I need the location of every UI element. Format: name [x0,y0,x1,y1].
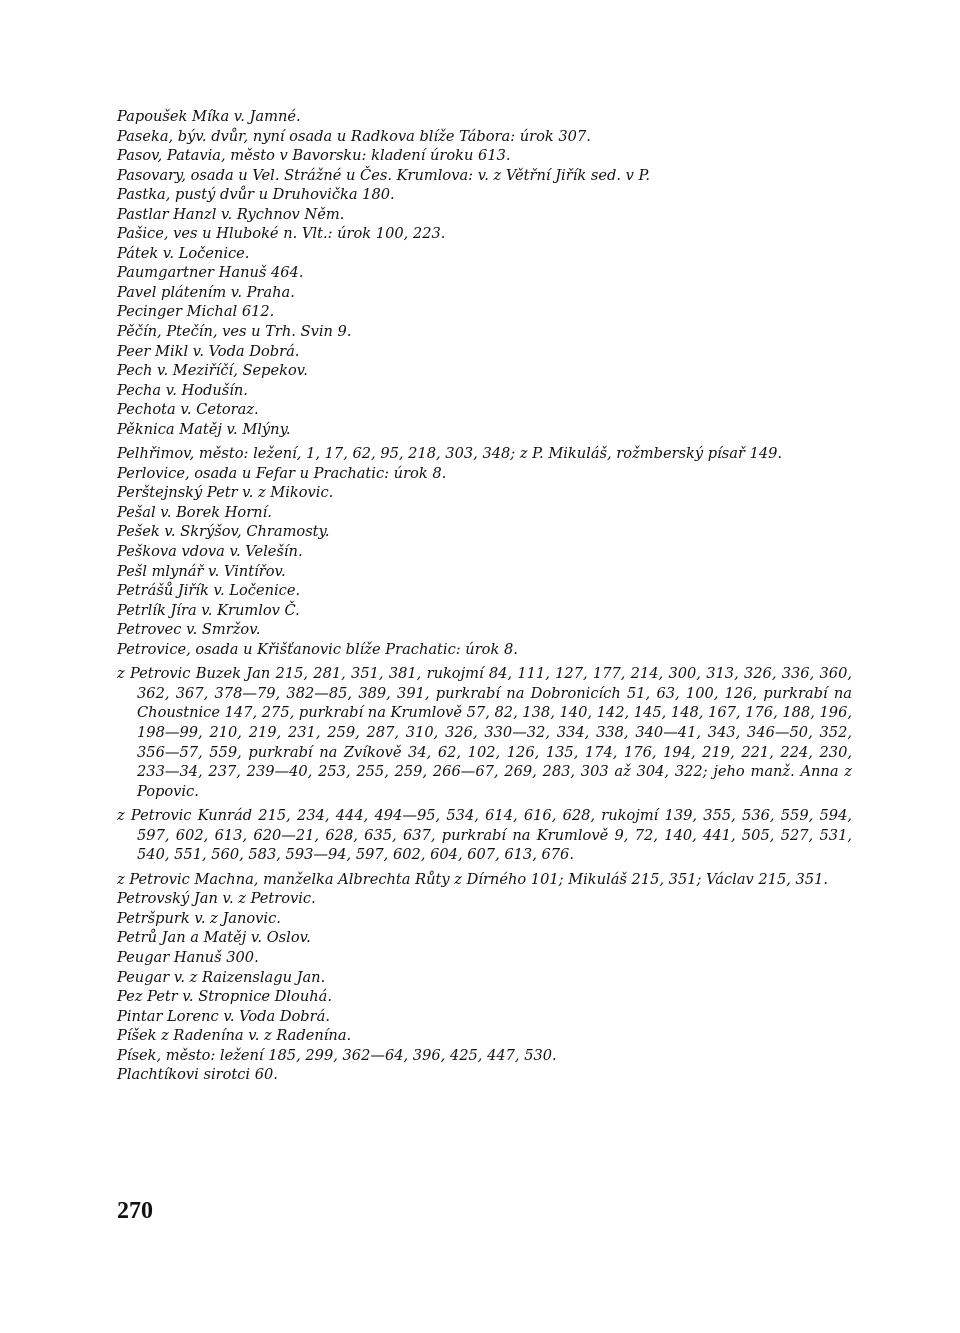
index-entry: Petrovice, osada u Křišťanovic blíže Prachatic: úrok 8. [117,640,518,658]
index-entry: Pechota v. Cetoraz. [117,401,259,419]
page-number: 270 [117,1198,153,1224]
index-entry: Pez Petr v. Stropnice Dlouhá. [117,988,332,1006]
index-entry: Pelhřimov, město: ležení, 1, 17, 62, 95, 218, 303, 348; z P. Mikuláš, rožmberský písař 149. [117,445,783,463]
index-entry: Plachtíkovi sirotci 60. [117,1066,278,1084]
index-entry: Pešl mlynář v. Vintířov. [117,562,286,580]
index-entry: Pešek v. Skrýšov, Chramosty. [117,523,330,541]
index-entry: Papoušek Míka v. Jamné. [117,108,301,125]
index-entry: Pátek v. Ločenice. [117,244,250,262]
index-entry: Peer Mikl v. Voda Dobrá. [117,342,300,360]
index-entry: Pastlar Hanzl v. Rychnov Něm. [117,205,345,223]
index-entry: Pešal v. Borek Horní. [117,503,272,521]
index-entry: Petršpurk v. z Janovic. [117,909,281,927]
index-entry: Pašice, ves u Hluboké n. Vlt.: úrok 100, 223. [117,225,446,243]
index-entry: Pěčín, Ptečín, ves u Trh. Svin 9. [117,323,352,341]
index-entry: z Petrovic Buzek Jan 215, 281, 351, 381, rukojmí 84, 111, 127, 177, 214, 300, 313, 326, 336, 360, 362, 367, 378—79, 382—85, 389, 391, purkrabí na Dobronicích 51, 63, 100, 126, purkrabí na Choustnice 147, 275, purkrabí na Krumlově 57, 82, 138, 140, 142, 145, 148, 167, 176, 188, 196, 198—99, 210, 219, 231, 259, 287, 310, 326, 330—32, 334, 338, 340—41, 343, 346—50, 352, 356—57, 559, purkrabí na Zvíkově 34, 62, 102, 126, 135, 174, 176, 194, 219, 221, 224, 230, 233—34, 237, 239—40, 253, 255, 259, 266—67, 269, 283, 303 až 304, 322; jeho manž. Anna z Popovic. [117,665,852,800]
index-entry: Pěknica Matěj v. Mlýny. [117,420,291,438]
index-entry: Pastka, pustý dvůr u Druhovička 180. [117,186,395,204]
index-entry: z Petrovic Machna, manželka Albrechta Růty z Dírného 101; Mikuláš 215, 351; Václav 215, 351. [117,870,829,888]
index-entry: Petrů Jan a Matěj v. Oslov. [117,929,311,947]
index-entry: Píšek z Radenína v. z Radenína. [117,1027,352,1045]
index-entries [117,107,852,1085]
index-entry: Paseka, býv. dvůr, nyní osada u Radkova blíže Tábora: úrok 307. [117,127,591,145]
index-entry: Perlovice, osada u Fefar u Prachatic: úrok 8. [117,464,447,482]
index-entry: z Petrovic Kunrád 215, 234, 444, 494—95, 534, 614, 616, 628, rukojmí 139, 355, 536, 559, 594, 597, 602, 613, 620—21, 628, 635, 637, purkrabí na Krumlově 9, 72, 140, 441, 505, 527, 531, 540, 551, 560, 583, 593—94, 597, 602, 604, 607, 613, 676. [117,807,852,864]
index-entry: Petrášů Jiřík v. Ločenice. [117,582,301,600]
index-entry: Pavel plátením v. Praha. [117,283,295,301]
index-entry: Pecinger Michal 612. [117,303,275,321]
index-entry: Pintar Lorenc v. Voda Dobrá. [117,1007,330,1025]
index-entry: Petrovec v. Smržov. [117,621,261,639]
index-entry: Perštejnský Petr v. z Mikovic. [117,484,334,502]
index-entry: Paumgartner Hanuš 464. [117,264,304,282]
index-entry: Pasovary, osada u Vel. Strážné u Čes. Krumlova: v. z Větřní Jiřík sed. v P. [117,166,650,184]
index-entry: Peugar v. z Raizenslagu Jan. [117,968,326,986]
index-entry: Peškova vdova v. Velešín. [117,543,303,561]
index-entry: Písek, město: ležení 185, 299, 362—64, 396, 425, 447, 530. [117,1046,557,1064]
index-entry: Pecha v. Hodušín. [117,381,248,399]
index-entry: Petrlík Jíra v. Krumlov Č. [117,601,300,619]
index-entry: Pasov, Patavia, město v Bavorsku: kladení úroku 613. [117,147,511,165]
index-entry: Pech v. Meziříčí, Sepekov. [117,362,308,380]
index-entry: Peugar Hanuš 300. [117,948,259,966]
index-entry: Petrovský Jan v. z Petrovic. [117,890,316,908]
